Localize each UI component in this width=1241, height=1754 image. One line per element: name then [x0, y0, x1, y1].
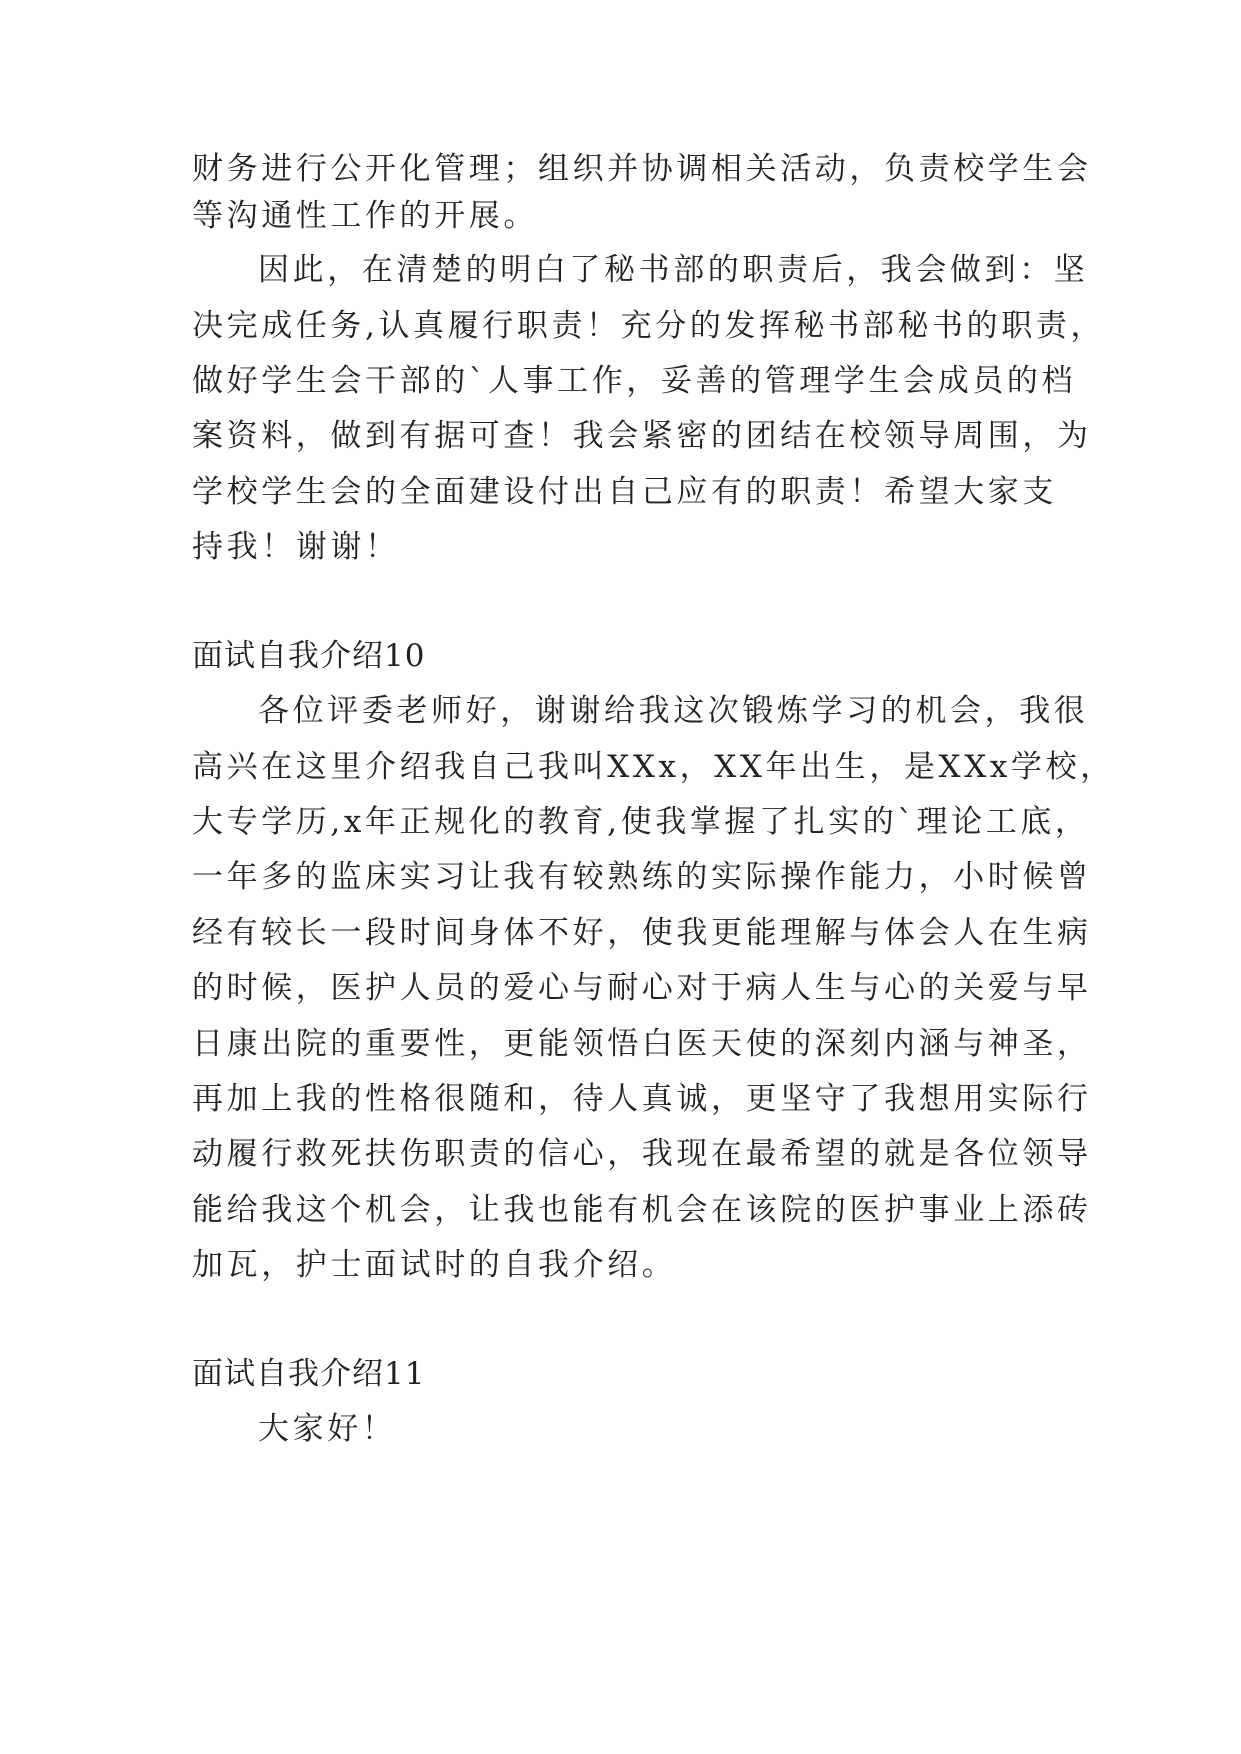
section-heading: 面试自我介绍11 — [192, 1356, 426, 1392]
paragraph-line: 一年多的监床实习让我有较熟练的实际操作能力，小时候曾 — [192, 859, 1092, 895]
paragraph-line: 各位评委老师好，谢谢给我这次锻炼学习的机会，我很 — [258, 693, 1089, 729]
paragraph-line: 日康出院的重要性，更能领悟白医天使的深刻内涵与神圣， — [192, 1026, 1092, 1062]
paragraph-line: 决完成任务,认真履行职责！充分的发挥秘书部秘书的职责， — [192, 308, 1106, 344]
paragraph-line: 做好学生会干部的`人事工作，妥善的管理学生会成员的档 — [192, 363, 1077, 399]
paragraph-line: 大家好！ — [258, 1411, 397, 1447]
paragraph-line: 经有较长一段时间身体不好，使我更能理解与体会人在生病 — [192, 915, 1092, 951]
paragraph-line: 高兴在这里介绍我自己我叫XXx，XX年出生，是XXx学校， — [192, 749, 1115, 785]
text-line: 等沟通性工作的开展。 — [192, 198, 538, 234]
paragraph-line: 加瓦，护士面试时的自我介绍。 — [192, 1247, 677, 1283]
paragraph-line: 案资料，做到有据可查！我会紧密的团结在校领导周围，为 — [192, 418, 1092, 454]
paragraph-line: 再加上我的性格很随和，待人真诚，更坚守了我想用实际行 — [192, 1081, 1092, 1117]
paragraph-line: 大专学历,x年正规化的教育,使我掌握了扎实的`理论工底， — [192, 804, 1090, 840]
paragraph-line: 持我！谢谢！ — [192, 529, 400, 565]
paragraph-line: 动履行救死扶伤职责的信心，我现在最希望的就是各位领导 — [192, 1136, 1092, 1172]
text-line: 财务进行公开化管理；组织并协调相关活动，负责校学生会 — [192, 151, 1092, 187]
paragraph-line: 能给我这个机会，让我也能有机会在该院的医护事业上添砖 — [192, 1192, 1092, 1228]
paragraph-line: 的时候，医护人员的爱心与耐心对于病人生与心的关爱与早 — [192, 970, 1092, 1006]
paragraph-line: 学校学生会的全面建设付出自己应有的职责！希望大家支 — [192, 474, 1057, 510]
paragraph-line: 因此，在清楚的明白了秘书部的职责后，我会做到：坚 — [258, 252, 1089, 288]
section-heading: 面试自我介绍10 — [192, 638, 426, 674]
